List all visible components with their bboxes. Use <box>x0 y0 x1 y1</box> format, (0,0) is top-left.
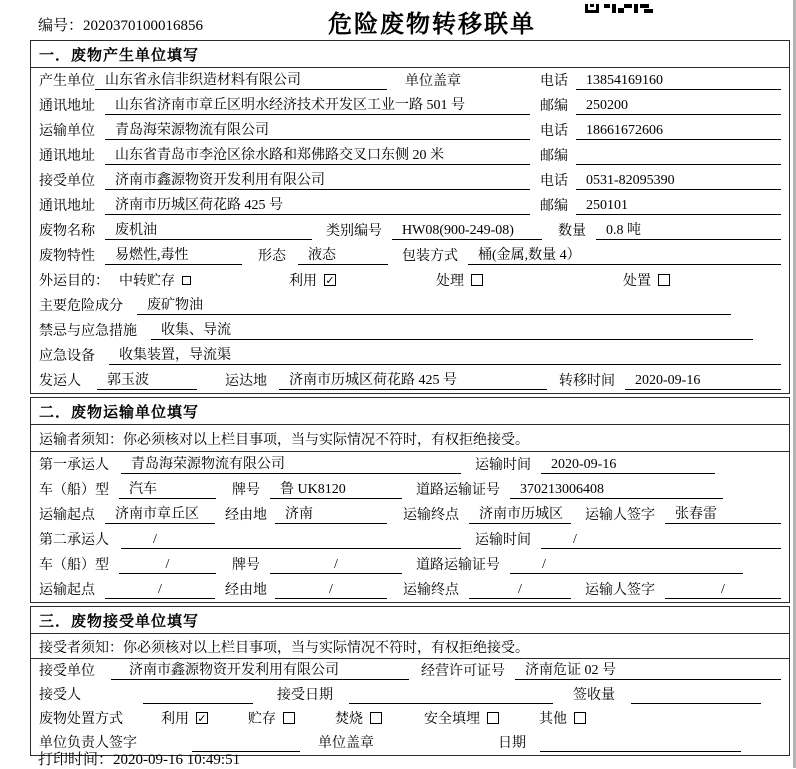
row-transport-notice <box>31 425 789 452</box>
carrier-sign1-value: 张春雷 <box>665 503 781 524</box>
row-receiver-address <box>31 193 789 218</box>
row-transport-unit <box>31 118 789 143</box>
accept-unit-label: 接受单位 <box>39 664 95 679</box>
transport-unit-label: 运输单位 <box>39 124 95 139</box>
receiver-address-label: 通讯地址 <box>39 199 95 214</box>
plate-number1-label: 牌号 <box>232 483 260 498</box>
transport-address-label: 通讯地址 <box>39 149 95 164</box>
purpose-storage-label: 中转贮存 <box>119 274 175 289</box>
first-carrier-label: 第一承运人 <box>39 458 109 473</box>
plate-number2-label: 牌号 <box>232 558 260 573</box>
second-carrier-label: 第二承运人 <box>39 533 109 548</box>
disposal-incinerate-checkbox <box>370 712 382 724</box>
route-via1-value: 济南 <box>275 503 387 524</box>
transfer-purpose-label: 外运目的： <box>39 274 109 289</box>
road-permit2-label: 道路运输证号 <box>416 558 500 573</box>
row-waste-character <box>31 243 789 268</box>
route-via1-label: 经由地 <box>225 508 267 523</box>
producer-address-label: 通讯地址 <box>39 99 95 114</box>
hazard-component-label: 主要危险成分 <box>39 299 123 314</box>
disposal-option-incinerate <box>335 708 382 728</box>
row-first-carrier <box>31 452 789 477</box>
producer-phone-label: 电话 <box>540 74 568 89</box>
row-vehicle1 <box>31 477 789 502</box>
manifest-form <box>30 40 790 759</box>
section-receiver <box>30 606 790 756</box>
document-number-label: 编号： <box>38 18 84 34</box>
disposal-utilize-checkbox: ✓ <box>197 712 207 725</box>
carrier-sign2-label: 运输人签字 <box>585 583 655 598</box>
destination-label: 运达地 <box>225 374 267 389</box>
accept-date-label: 接受日期 <box>277 688 333 703</box>
disposal-other-checkbox <box>574 712 586 724</box>
transfer-time-value: 2020-09-16 <box>625 373 781 390</box>
purpose-dispose-label: 处置 <box>623 274 651 289</box>
road-permit1-label: 道路运输证号 <box>416 483 500 498</box>
row-sender <box>31 368 789 393</box>
row-route1 <box>31 502 789 527</box>
vehicle-type2-value: / <box>119 557 216 574</box>
document-number-value: 2020370100016856 <box>83 18 204 34</box>
waste-quantity-value: 0.8 吨 <box>596 219 781 240</box>
purpose-option-dispose <box>623 270 670 290</box>
purpose-utilize-checkbox: ✓ <box>325 274 335 287</box>
row-transport-address <box>31 143 789 168</box>
vehicle-type1-value: 汽车 <box>119 478 216 499</box>
emergency-equipment-value: 收集装置，导流渠 <box>109 344 781 365</box>
transport-notice-text: 运输者须知：你必须核对以上栏目事项，当与实际情况不符时，有权拒绝接受。 <box>39 432 529 448</box>
receiver-zip-label: 邮编 <box>540 199 568 214</box>
print-time-value: 2020-09-16 10:49:51 <box>113 752 241 768</box>
road-permit1-value: 370213006408 <box>510 482 723 499</box>
responsible-sign-label: 单位负责人签字 <box>39 736 137 751</box>
accept-date-value <box>349 703 553 704</box>
row-emergency-equipment <box>31 343 789 368</box>
print-time <box>38 748 240 769</box>
producer-phone-value: 13854169160 <box>576 73 781 90</box>
waste-category-label: 类别编号 <box>326 224 382 239</box>
disposal-option-landfill <box>424 708 499 728</box>
emergency-equipment-label: 应急设备 <box>39 349 95 364</box>
plate-number2-value: / <box>270 557 402 574</box>
producer-zip-label: 邮编 <box>540 99 568 114</box>
route-end1-label: 运输终点 <box>403 508 459 523</box>
waste-character-label: 废物特性 <box>39 249 95 264</box>
row-disposal-method <box>31 707 789 731</box>
disposal-incinerate-label: 焚烧 <box>335 712 363 727</box>
license-number-label: 经营许可证号 <box>421 664 505 679</box>
transport-unit-value: 青岛海荣源物流有限公司 <box>105 119 530 140</box>
carrier-sign2-value: / <box>665 582 781 599</box>
purpose-option-treat <box>436 270 483 290</box>
purpose-storage-checkbox <box>182 276 191 285</box>
waste-form-value: 液态 <box>298 244 388 265</box>
row-vehicle2 <box>31 552 789 577</box>
disposal-storage-label: 贮存 <box>248 712 276 727</box>
route-end2-label: 运输终点 <box>403 583 459 598</box>
accept-person-label: 接受人 <box>39 688 81 703</box>
producer-unit-value: 山东省永信非织造材料有限公司 <box>95 69 387 90</box>
row-accept-unit <box>31 659 789 683</box>
receipt-quantity-value <box>631 703 761 704</box>
taboo-measures-value: 收集、导流 <box>151 319 753 340</box>
disposal-other-label: 其他 <box>539 712 567 727</box>
route-end2-value: / <box>469 582 571 599</box>
vehicle-type2-label: 车（船）型 <box>39 558 109 573</box>
disposal-landfill-label: 安全填埋 <box>424 712 480 727</box>
unit-seal-label: 单位盖章 <box>405 74 461 89</box>
route-start1-value: 济南市章丘区 <box>105 503 215 524</box>
transport-time2-value: / <box>541 532 781 549</box>
print-time-label: 打印时间： <box>38 752 114 768</box>
document-header <box>0 0 796 40</box>
receiver-unit-value: 济南市鑫源物资开发利用有限公司 <box>105 169 530 190</box>
document-title: 危险废物转移联单 <box>328 11 536 38</box>
row-producer-unit <box>31 68 789 93</box>
row-receiver-unit <box>31 168 789 193</box>
row-taboo-measures <box>31 318 789 343</box>
sign-date-label: 日期 <box>498 736 526 751</box>
transport-time1-value: 2020-09-16 <box>541 457 715 474</box>
waste-quantity-label: 数量 <box>558 224 586 239</box>
disposal-option-utilize <box>161 708 208 728</box>
sender-label: 发运人 <box>39 374 81 389</box>
disposal-utilize-label: 利用 <box>161 712 189 727</box>
receiver-notice-text: 接受者须知：你必须核对以上栏目事项，当与实际情况不符时，有权拒绝接受。 <box>39 640 529 656</box>
transport-address-value: 山东省青岛市李沧区徐水路和郑佛路交叉口东侧 20 米 <box>105 144 530 165</box>
disposal-option-other <box>539 708 586 728</box>
row-waste-name <box>31 218 789 243</box>
purpose-treat-label: 处理 <box>436 274 464 289</box>
first-carrier-value: 青岛海荣源物流有限公司 <box>121 453 461 474</box>
producer-unit-label: 产生单位 <box>39 74 95 89</box>
receipt-quantity-label: 签收量 <box>573 688 615 703</box>
disposal-landfill-checkbox <box>487 712 499 724</box>
section-transport <box>30 397 790 603</box>
route-via2-value: / <box>275 582 387 599</box>
waste-form-label: 形态 <box>258 249 286 264</box>
waste-character-value: 易燃性,毒性 <box>105 244 242 265</box>
waste-name-label: 废物名称 <box>39 224 95 239</box>
section-producer <box>30 40 790 394</box>
producer-address-value: 山东省济南市章丘区明水经济技术开发区工业一路 501 号 <box>105 94 530 115</box>
producer-zip-value: 250200 <box>576 98 781 115</box>
purpose-dispose-checkbox <box>658 274 670 286</box>
taboo-measures-label: 禁忌与应急措施 <box>39 324 137 339</box>
second-carrier-value: / <box>121 532 461 549</box>
license-number-value: 济南危证 02 号 <box>515 659 781 680</box>
purpose-option-storage <box>119 270 191 290</box>
waste-name-value: 废机油 <box>105 219 312 240</box>
accept-person-value <box>143 703 253 704</box>
row-producer-address <box>31 93 789 118</box>
disposal-storage-checkbox <box>283 712 295 724</box>
row-second-carrier <box>31 527 789 552</box>
receiver-zip-value: 250101 <box>576 198 781 215</box>
transport-time1-label: 运输时间 <box>475 458 531 473</box>
packing-method-label: 包装方式 <box>402 249 458 264</box>
transport-phone-value: 18661672606 <box>576 123 781 140</box>
transport-zip-value <box>576 164 781 165</box>
row-route2 <box>31 577 789 602</box>
hazard-component-value: 废矿物油 <box>137 294 731 315</box>
waste-category-value: HW08(900-249-08) <box>392 223 542 240</box>
purpose-option-utilize <box>289 270 336 290</box>
plate-number1-value: 鲁 UK8120 <box>270 478 402 499</box>
disposal-method-label: 废物处置方式 <box>39 712 123 727</box>
route-start2-label: 运输起点 <box>39 583 95 598</box>
row-hazard-component <box>31 293 789 318</box>
row-accept-person <box>31 683 789 707</box>
receiver-address-value: 济南市历城区荷花路 425 号 <box>105 194 530 215</box>
road-permit2-value: / <box>510 557 743 574</box>
row-receiver-notice <box>31 634 789 659</box>
disposal-option-storage <box>248 708 295 728</box>
accept-unit-value: 济南市鑫源物资开发利用有限公司 <box>111 659 409 680</box>
section-producer-title: 一．废物产生单位填写 <box>31 41 789 68</box>
purpose-treat-checkbox <box>471 274 483 286</box>
transport-time2-label: 运输时间 <box>475 533 531 548</box>
receiver-phone-value: 0531-82095390 <box>576 173 781 190</box>
transfer-time-label: 转移时间 <box>559 374 615 389</box>
route-start1-label: 运输起点 <box>39 508 95 523</box>
unit-seal2-label: 单位盖章 <box>318 736 374 751</box>
vehicle-type1-label: 车（船）型 <box>39 483 109 498</box>
receiver-phone-label: 电话 <box>540 174 568 189</box>
route-via2-label: 经由地 <box>225 583 267 598</box>
receiver-unit-label: 接受单位 <box>39 174 95 189</box>
transport-zip-label: 邮编 <box>540 149 568 164</box>
packing-method-value: 桶(金属,数量 4） <box>468 244 781 265</box>
carrier-sign1-label: 运输人签字 <box>585 508 655 523</box>
row-transfer-purpose <box>31 268 789 293</box>
route-end1-value: 济南市历城区 <box>469 503 571 524</box>
section-receiver-title: 三．废物接受单位填写 <box>31 607 789 634</box>
section-transport-title: 二．废物运输单位填写 <box>31 398 789 425</box>
destination-value: 济南市历城区荷花路 425 号 <box>279 369 547 390</box>
route-start2-value: / <box>105 582 215 599</box>
purpose-utilize-label: 利用 <box>289 274 317 289</box>
transport-phone-label: 电话 <box>540 124 568 139</box>
sign-date-value <box>540 751 741 752</box>
sender-value: 郭玉波 <box>97 369 197 390</box>
